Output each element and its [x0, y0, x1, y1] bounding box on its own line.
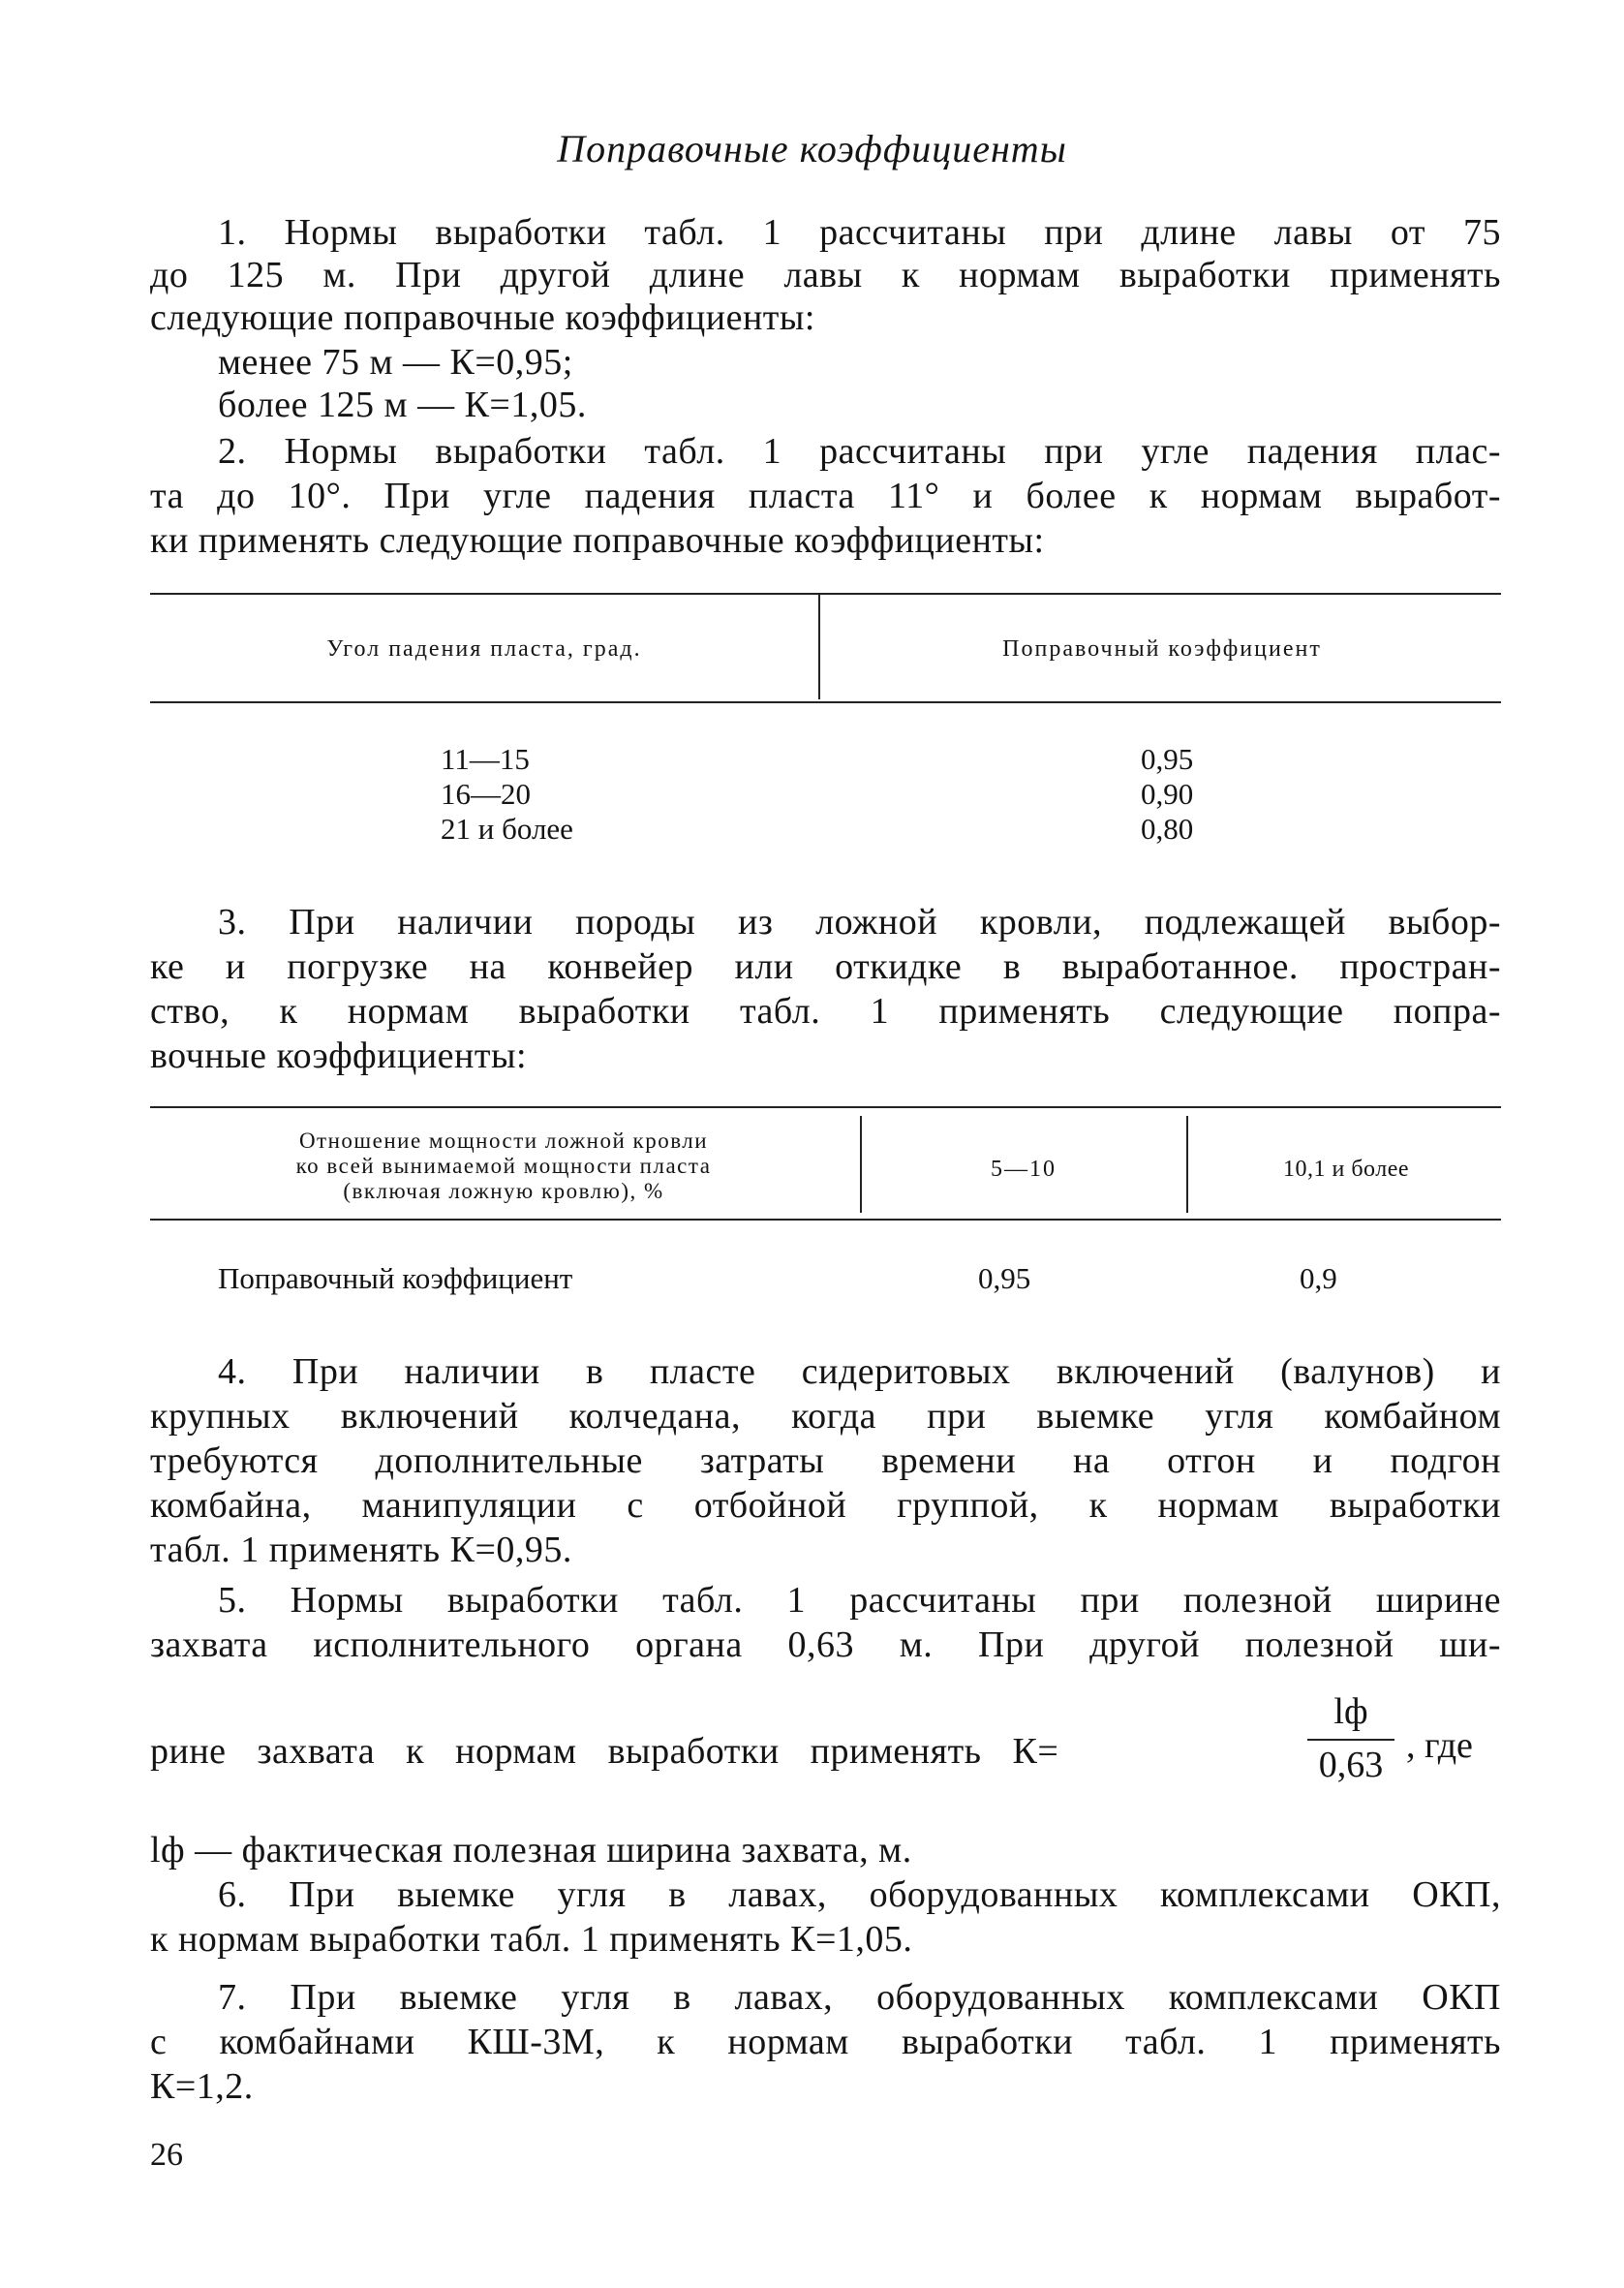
item3-line-4: вочные коэффициенты: [150, 1036, 528, 1076]
table2-value-5-10: 0,95 [978, 1261, 1031, 1295]
item1-line-1: 1. Нормы выработки табл. 1 рассчитаны при длине лавы от 75 [218, 212, 1501, 253]
item5-line-2: захвата исполнительного органа 0,63 м. При другой полезной ши- [150, 1624, 1501, 1665]
item1-line-3: следующие поправочные коэффициенты: [150, 297, 815, 338]
item3-line-1: 3. При наличии породы из ложной кровли, подлежащей выбор- [218, 902, 1501, 943]
fraction-bar [1307, 1739, 1394, 1741]
item3-line-3: ство, к нормам выработки табл. 1 применять следующие попра- [150, 991, 1501, 1032]
item1-line-2: до 125 м. При другой длине лавы к нормам выработки применять [150, 255, 1501, 295]
item6-line-1: 6. При выемке угля в лавах, оборудованных комплексами ОКП, [218, 1874, 1501, 1915]
item2-line-2: та до 10°. При угле падения пласта 11° и более к нормам выработ- [150, 476, 1501, 516]
table2-header-5-10: 5—10 [991, 1157, 1057, 1182]
table1-header-angle: Угол падения пласта, град. [326, 636, 642, 662]
item7-line-2: с комбайнами КШ-3М, к нормам выработки табл. 1 применять [150, 2022, 1501, 2062]
table1-top-rule [150, 593, 1501, 595]
item7-line-3: К=1,2. [150, 2066, 254, 2107]
item4-line-2: крупных включений колчедана, когда при выемке угля комбайном [150, 1396, 1501, 1437]
item2-line-3: ки применять следующие поправочные коэффициенты: [150, 520, 1045, 561]
item5-line-1: 5. Нормы выработки табл. 1 рассчитаны при полезной ширине [218, 1580, 1501, 1621]
table2-divider-2 [1186, 1116, 1188, 1213]
table2-top-rule [150, 1106, 1501, 1108]
table2-divider-1 [860, 1116, 862, 1213]
item4-line-3: требуются дополнительные затраты времени на отгон и подгон [150, 1440, 1501, 1481]
table1-row3-angle: 21 и более [441, 812, 573, 846]
table2-header-ratio-line-3: (включая ложную кровлю), % [343, 1179, 664, 1203]
page-number: 26 [150, 2137, 183, 2173]
item7-line-1: 7. При выемке угля в лавах, оборудованных комплексами ОКП [218, 1977, 1501, 2018]
table2-header-rule [150, 1219, 1501, 1221]
table1-column-divider [818, 593, 820, 699]
table2-header-10-plus: 10,1 и более [1282, 1157, 1410, 1182]
fraction-denominator: 0,63 [1318, 1745, 1384, 1785]
table2-header-ratio [155, 1129, 852, 1204]
item2-line-1: 2. Нормы выработки табл. 1 рассчитаны при угле падения плас- [218, 431, 1501, 472]
item1-case-2: более 125 м — К=1,05. [218, 385, 587, 425]
table1-row2-angle: 16—20 [441, 777, 531, 811]
item4-line-4: комбайна, манипуляции с отбойной группой, к нормам выработки [150, 1485, 1501, 1526]
table1-row1-coef: 0,95 [1141, 742, 1194, 776]
item1-case-1: менее 75 м — К=0,95; [218, 342, 573, 383]
table2-value-10-plus: 0,9 [1300, 1261, 1337, 1295]
item6-line-2: к нормам выработки табл. 1 применять К=1,05. [150, 1919, 913, 1960]
section-heading: Поправочные коэффициенты [557, 127, 1067, 170]
table1-header-rule [150, 701, 1501, 703]
item4-line-5: табл. 1 применять К=0,95. [150, 1530, 572, 1570]
table1-row1-angle: 11—15 [441, 742, 530, 776]
item5-formula-prefix: рине захвата к нормам выработки применять К= [150, 1731, 1059, 1772]
table2-header-ratio-line-2: ко всей вынимаемой мощности пласта [295, 1154, 712, 1178]
item3-line-2: ке и погрузке на конвейер или откидке в выработанное. простран- [150, 946, 1501, 987]
table2-header-ratio-line-1: Отношение мощности ложной кровли [298, 1129, 709, 1153]
table1-row2-coef: 0,90 [1141, 777, 1194, 811]
table1-header-coef: Поправочный коэффициент [1002, 636, 1322, 662]
table2-row-label: Поправочный коэффициент [218, 1261, 573, 1295]
item5-formula-suffix: , где [1406, 1725, 1473, 1766]
table1-row3-coef: 0,80 [1141, 812, 1194, 846]
item5-definition: lф — фактическая полезная ширина захвата, м. [150, 1830, 912, 1871]
fraction-numerator: lф [1333, 1691, 1368, 1732]
item4-line-1: 4. При наличии в пласте сидеритовых включений (валунов) и [218, 1351, 1501, 1392]
